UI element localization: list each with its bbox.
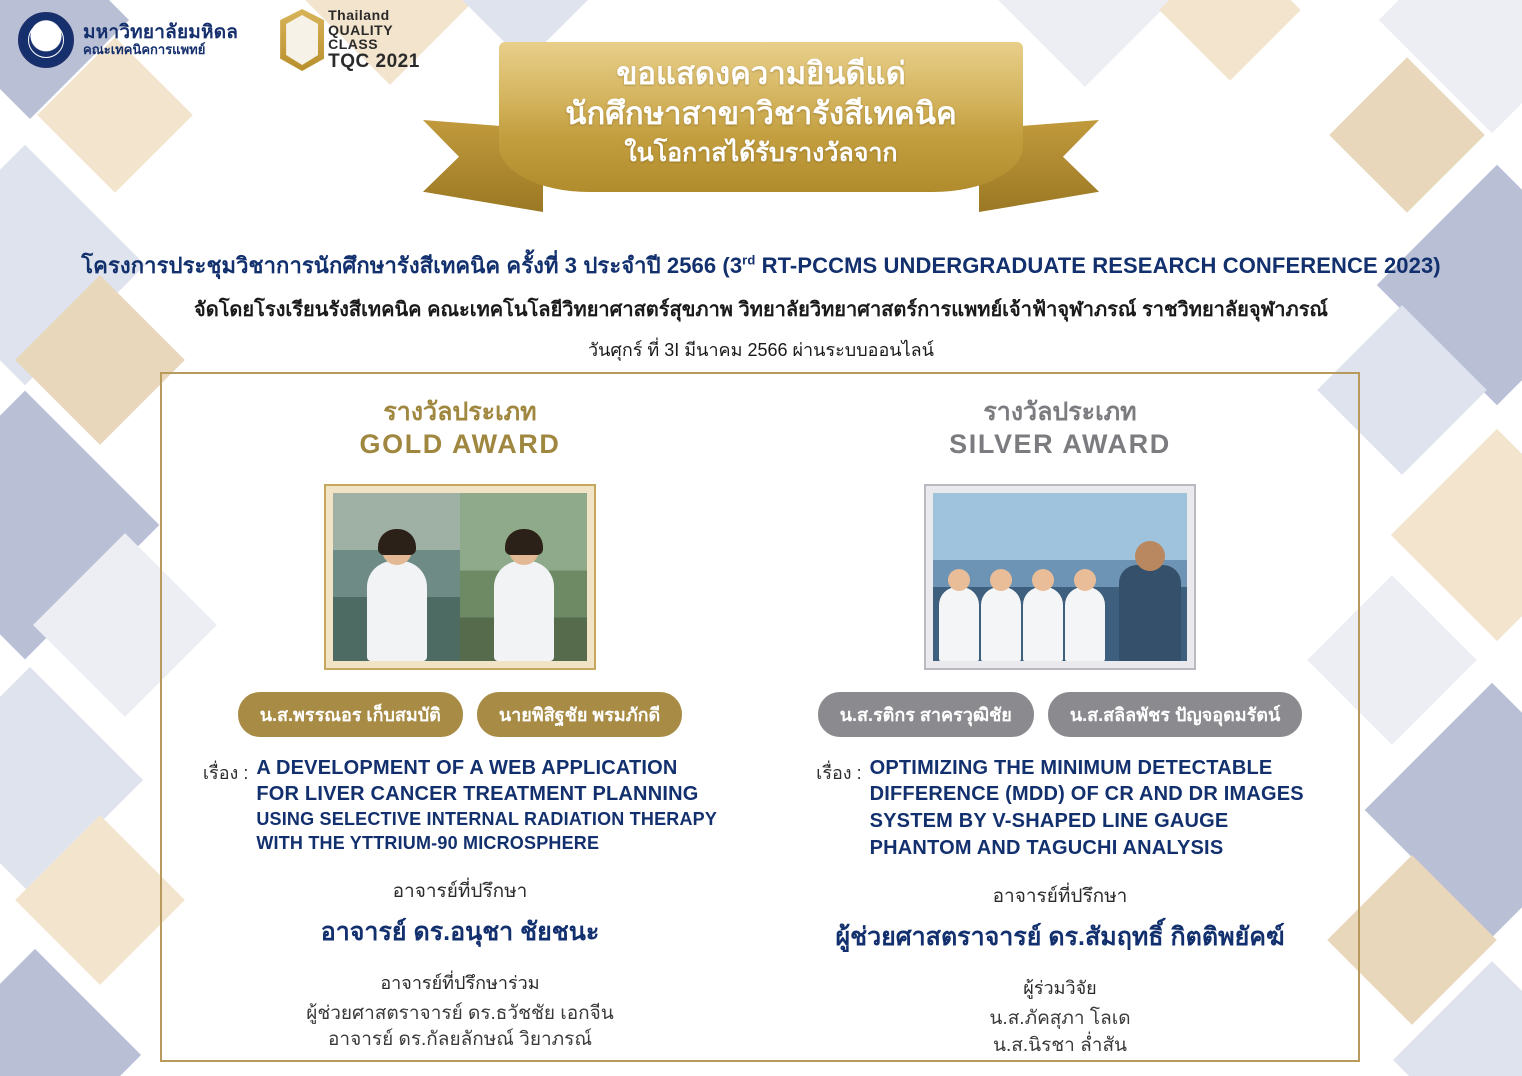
advisor-label-gold: อาจารย์ที่ปรึกษา [392, 880, 528, 902]
topic-row-silver [776, 755, 1344, 861]
topic-line: OPTIMIZING THE MINIMUM DETECTABLE [869, 756, 1273, 779]
award-kind-label: รางวัลประเภท [983, 398, 1137, 426]
congratulations-ribbon [471, 42, 1051, 232]
award-photo-silver [924, 484, 1196, 670]
decor-diamond [1159, 0, 1300, 81]
photo-group [933, 493, 1187, 661]
coadvisor-label-gold: อาจารย์ที่ปรึกษาร่วม [380, 972, 540, 993]
student-name-pill: น.ส.รติกร สาครวุฒิชัย [818, 692, 1034, 737]
tqc-year: TQC 2021 [328, 51, 420, 73]
topic-row-gold [176, 755, 744, 856]
advisor-name-gold: อาจารย์ ดร.อนุชา ชัยชนะ [320, 917, 600, 946]
topic-label: เรื่อง : [816, 762, 862, 783]
university-name-line2: คณะเทคนิคการแพทย์ [83, 42, 206, 58]
topic-line: DIFFERENCE (MDD) OF CR AND DR IMAGES [869, 783, 1304, 806]
awards-container [160, 380, 1360, 1070]
coresearcher-name: น.ส.ภัคสุภา โลเด [989, 1008, 1131, 1030]
award-photo-gold [324, 484, 596, 670]
topic-label: เรื่อง : [202, 762, 249, 783]
ribbon-line3: ในโอกาสได้รับรางวัลจาก [624, 139, 898, 168]
coadvisor-names-gold [176, 1001, 744, 1054]
photo-right [460, 493, 587, 661]
topic-text-gold [256, 755, 717, 856]
student-names-gold [176, 692, 744, 737]
tqc-line2: QUALITY [328, 21, 394, 38]
mahidol-university-logo [18, 12, 238, 68]
tqc-line1: Thailand [328, 7, 390, 23]
award-column-silver [760, 380, 1360, 1070]
coadvisor-name: อาจารย์ ดร.กัลยลักษณ์ วิยาภรณ์ [327, 1029, 592, 1051]
student-name-pill: น.ส.สลิลพัชร ปัญจอุดมรัตน์ [1048, 692, 1302, 737]
advisor-label-silver: อาจารย์ที่ปรึกษา [992, 886, 1128, 908]
topic-line: FOR LIVER CANCER TREATMENT PLANNING [256, 783, 699, 806]
event-title-suffix: RT-PCCMS UNDERGRADUATE RESEARCH CONFERENCE 2023) [755, 253, 1441, 278]
topic-line: A DEVELOPMENT OF A WEB APPLICATION [256, 756, 678, 779]
award-name-silver: SILVER AWARD [949, 428, 1171, 459]
advisor-name-silver: ผู้ช่วยศาสตราจารย์ ดร.สัมฤทธิ์ กิตติพยัคฆ์ [835, 923, 1285, 952]
photo-left [333, 493, 460, 661]
decor-diamond [0, 949, 141, 1076]
award-name-gold: GOLD AWARD [359, 428, 561, 459]
tqc-line3: CLASS [328, 36, 379, 53]
event-title-prefix: โครงการประชุมวิชาการนักศึกษารังสีเทคนิค ครั้งที่ 3 ประจำปี 2566 (3 [81, 253, 743, 278]
ribbon-line2: นักศึกษาสาขาวิชารังสีเทคนิค [565, 95, 957, 131]
student-name-pill: นายพิสิฐชัย พรมภักดี [477, 692, 682, 737]
university-name-line1: มหาวิทยาลัยมหิดล [83, 21, 239, 43]
topic-line: WITH THE YTTRIUM-90 MICROSPHERE [256, 832, 600, 853]
coresearcher-name: น.ส.นิรชา ล่ำสัน [992, 1034, 1128, 1056]
event-organizer: จัดโดยโรงเรียนรังสีเทคนิค คณะเทคโนโลยีวิทยาศาสตร์สุขภาพ วิทยาลัยวิทยาศาสตร์การแพทย์เจ้าฟ้าจุฬาภรณ์ ราชวิทยาลัยจุฬาภรณ์ [193, 299, 1328, 321]
student-names-silver [776, 692, 1344, 737]
mahidol-seal-icon [18, 12, 74, 68]
topic-line: PHANTOM AND TAGUCHI ANALYSIS [869, 836, 1224, 859]
tqc-hexagon-icon [280, 9, 324, 71]
event-title-block [0, 248, 1522, 364]
award-column-gold [160, 380, 760, 1070]
topic-line: SYSTEM BY V-SHAPED LINE GAUGE [869, 809, 1229, 832]
event-title-ordinal: rd [742, 252, 756, 268]
coresearcher-names-silver [776, 1006, 1344, 1059]
topic-line: USING SELECTIVE INTERNAL RADIATION THERAPY [256, 808, 718, 829]
coadvisor-name: ผู้ช่วยศาสตราจารย์ ดร.ธวัชชัย เอกจีน [306, 1002, 614, 1024]
award-kind-label: รางวัลประเภท [383, 398, 537, 426]
student-name-pill: น.ส.พรรณอร เก็บสมบัติ [238, 692, 463, 737]
event-date: วันศุกร์ ที่ 3I มีนาคม 2566 ผ่านระบบออนไลน์ [588, 340, 934, 360]
ribbon-line1: ขอแสดงความยินดีแด่ [616, 56, 906, 91]
header-logos [18, 8, 420, 72]
event-title [0, 248, 1522, 283]
topic-text-silver [870, 755, 1304, 861]
tqc-logo [280, 8, 420, 72]
coresearcher-label-silver: ผู้ร่วมวิจัย [1023, 978, 1097, 999]
